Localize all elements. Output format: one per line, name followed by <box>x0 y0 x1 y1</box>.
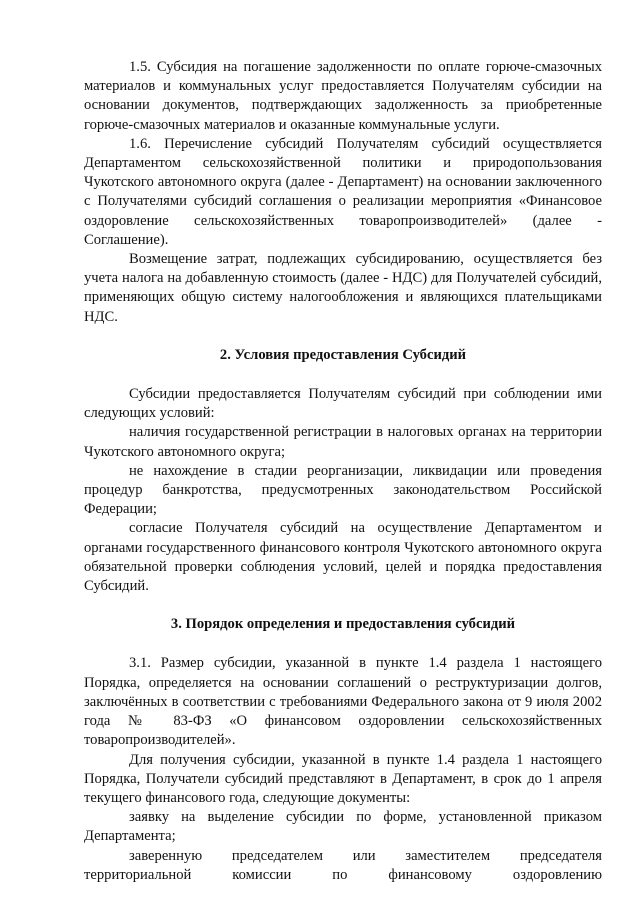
document-page <box>84 58 602 885</box>
paragraph-1-5: 1.5. Субсидия на погашение задолженности по оплате горюче-смазочных материалов и коммунальных услуг предоставляется Получателям субсидии на основании документов, подтверждающих задолженность за приобретенные горюче-смазочных материалов и оказанные коммунальные услуги. <box>84 59 602 133</box>
paragraph-2-condition-registration: наличия государственной регистрации в налоговых органах на территории Чукотского автономного округа; <box>84 424 602 460</box>
paragraph-3-certified: заверенную председателем или заместителем председателя территориальной комиссии по финансовому оздоровлению <box>84 847 602 883</box>
paragraph-vat: Возмещение затрат, подлежащих субсидированию, осуществляется без учета налога на добавленную стоимость (далее - НДС) для Получателей субсидий, применяющих общую систему налогообложения и являющихся плательщиками НДС. <box>84 251 602 325</box>
paragraph-3-application: заявку на выделение субсидии по форме, установленной приказом Департамента; <box>84 809 602 845</box>
section-2-heading: 2. Условия предоставления Субсидий <box>219 346 467 363</box>
paragraph-2-condition-consent: согласие Получателя субсидий на осуществление Департаментом и органами государственного финансового контроля Чукотского автономного округа обязательной проверки соблюдения условий, целей и порядка предоставления Субсидий. <box>84 520 602 595</box>
section-3-heading: 3. Порядок определения и предоставления субсидий <box>170 616 516 633</box>
paragraph-2-intro: Субсидии предоставляется Получателям субсидий при соблюдении ими следующих условий: <box>84 386 602 422</box>
paragraph-3-documents: Для получения субсидии, указанной в пункте 1.4 раздела 1 настоящего Порядка, Получатели субсидий представляют в Департамент, в срок до 1 апреля текущего финансового года, следующие документы: <box>84 751 602 806</box>
paragraph-2-condition-reorganization: не нахождение в стадии реорганизации, ликвидации или проведения процедур банкротства, предусмотренных законодательством Российской Федерации; <box>84 462 602 518</box>
paragraph-1-6: 1.6. Перечисление субсидий Получателям субсидий осуществляется Департаментом сельскохозяйственной политики и природопользования Чукотского автономного округа (далее - Департамент) на основании заключенного с Получателями субсидий соглашения о реализации мероприятия «Финансовое оздоровление сельскохозяйственных товаропроизводителей» (далее - Соглашение). <box>84 135 602 248</box>
paragraph-3-1: 3.1. Размер субсидии, указанной в пункте 1.4 раздела 1 настоящего Порядка, определяется на основании соглашений о реструктуризации долгов, заключённых в соответствии с требованиями Федерального закона от 9 июля 2002 года № 83-ФЗ «О финансовом оздоровлении сельскохозяйственных товаропроизводителей». <box>84 655 602 749</box>
